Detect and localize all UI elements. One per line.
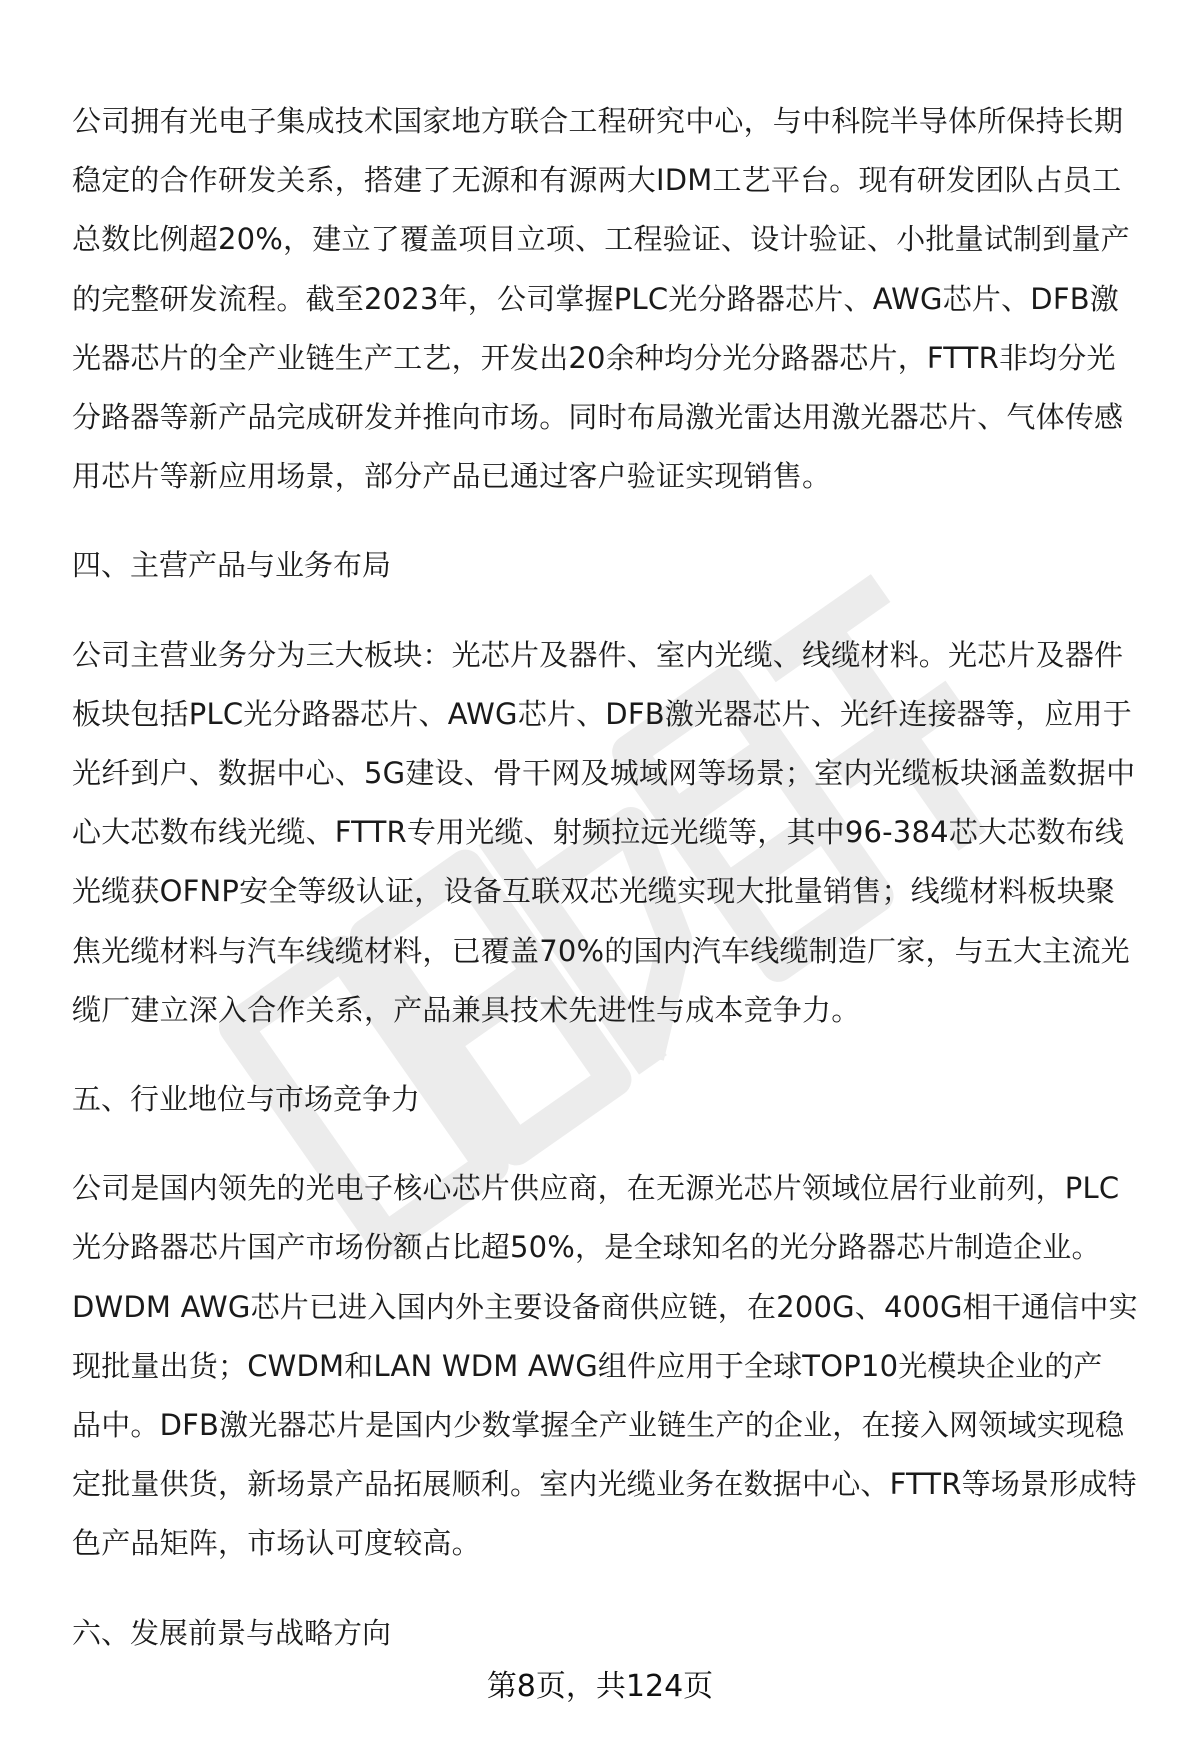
section-heading-outlook: 六、发展前景与战略方向 xyxy=(72,1615,392,1650)
document-body xyxy=(72,92,1168,1693)
page-number: 第8页，共124页 xyxy=(486,1669,714,1704)
text-line: 光纤到户、数据中心、5G建设、骨干网及城域网等场景；室内光缆板块涵盖数据中 xyxy=(72,756,1136,791)
text-line: 光器芯片的全产业链生产工艺，开发出20余种均分光分路器芯片，FTTR非均分光 xyxy=(72,340,1116,375)
text-line: 缆厂建立深入合作关系，产品兼具技术先进性与成本竞争力。 xyxy=(72,992,861,1027)
text-line: 公司是国内领先的光电子核心芯片供应商，在无源光芯片领域位居行业前列，PLC xyxy=(72,1171,1120,1206)
text-line: 光缆获OFNP安全等级认证，设备互联双芯光缆实现大批量销售；线缆材料板块聚 xyxy=(72,874,1116,909)
text-line: 板块包括PLC光分路器芯片、AWG芯片、DFB激光器芯片、光纤连接器等，应用于 xyxy=(72,696,1132,731)
text-line: 的完整研发流程。截至2023年，公司掌握PLC光分路器芯片、AWG芯片、DFB激 xyxy=(72,281,1120,316)
text-line: DWDM AWG芯片已进入国内外主要设备商供应链，在200G、400G相干通信中实 xyxy=(72,1289,1138,1324)
text-line: 心大芯数布线光缆、FTTR专用光缆、射频拉远光缆等，其中96-384芯大芯数布线 xyxy=(72,815,1124,850)
text-line: 现批量出货；CWDM和LAN WDM AWG组件应用于全球TOP10光模块企业的产 xyxy=(72,1348,1103,1383)
paragraph-products xyxy=(72,626,1168,1040)
text-line: 焦光缆材料与汽车线缆材料，已覆盖70%的国内汽车线缆制造厂家，与五大主流光 xyxy=(72,933,1130,968)
text-line: 定批量供货，新场景产品拓展顺利。室内光缆业务在数据中心、FTTR等场景形成特 xyxy=(72,1467,1137,1502)
text-line: 稳定的合作研发关系，搭建了无源和有源两大IDM工艺平台。现有研发团队占员工 xyxy=(72,163,1122,198)
section-heading-products: 四、主营产品与业务布局 xyxy=(72,548,392,583)
text-line: 公司主营业务分为三大板块：光芯片及器件、室内光缆、线缆材料。光芯片及器件 xyxy=(72,637,1124,672)
text-line: 分路器等新产品完成研发并推向市场。同时布局激光雷达用激光器芯片、气体传感 xyxy=(72,400,1124,435)
text-line: 公司拥有光电子集成技术国家地方联合工程研究中心，与中科院半导体所保持长期 xyxy=(72,104,1124,138)
text-line: 光分路器芯片国产市场份额占比超50%，是全球知名的光分路器芯片制造企业。 xyxy=(72,1230,1101,1265)
text-line: 用芯片等新应用场景，部分产品已通过客户验证实现销售。 xyxy=(72,459,832,494)
paragraph-position xyxy=(72,1159,1168,1573)
text-line: 色产品矩阵，市场认可度较高。 xyxy=(72,1526,481,1561)
paragraph-rnd xyxy=(72,92,1168,506)
text-line: 总数比例超20%，建立了覆盖项目立项、工程验证、设计验证、小批量试制到量产 xyxy=(72,222,1130,257)
section-heading-position: 五、行业地位与市场竞争力 xyxy=(72,1082,421,1117)
text-line: 品中。DFB激光器芯片是国内少数掌握全产业链生产的企业，在接入网领域实现稳 xyxy=(72,1408,1125,1443)
